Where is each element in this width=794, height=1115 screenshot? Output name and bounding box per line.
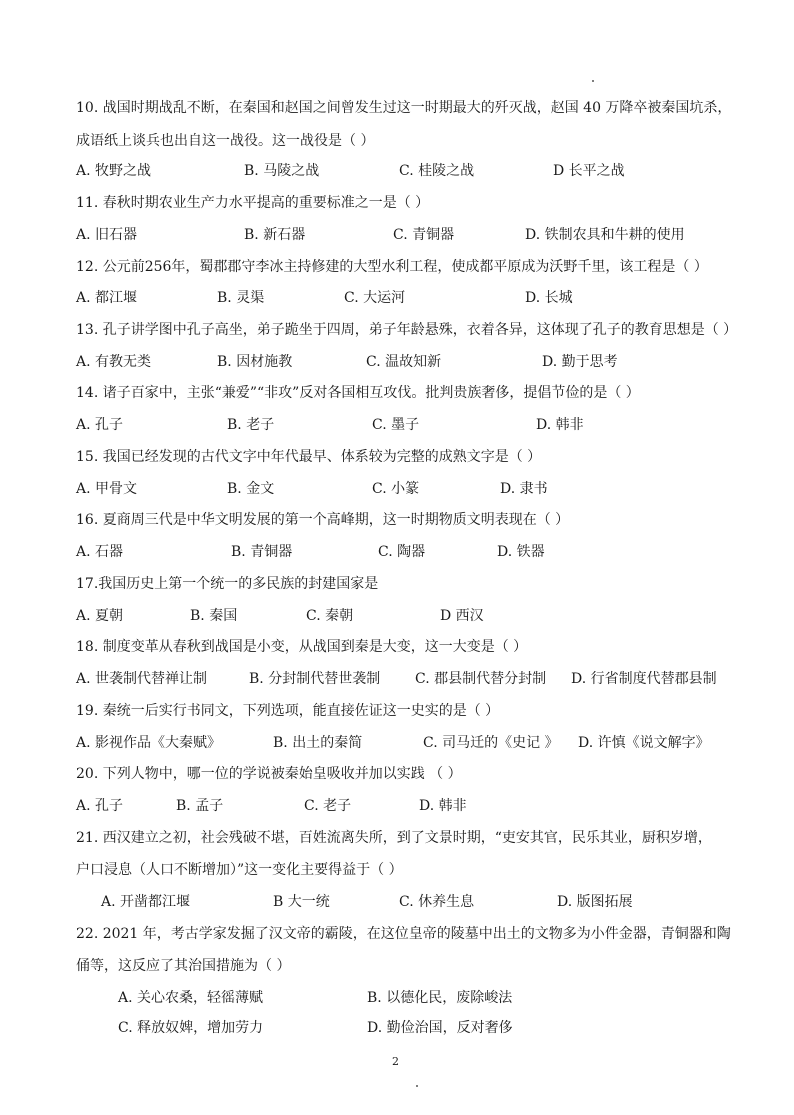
question-20-option-a: A. 孔子 — [76, 798, 124, 814]
question-10-option-c: C. 桂陵之战 — [399, 163, 475, 179]
question-13-option-a: A. 有教无类 — [76, 354, 152, 370]
question-19-option-b: B. 出土的秦简 — [273, 735, 363, 751]
question-21-stem-line-1: 21. 西汉建立之初，社会残破不堪，百姓流离失所，到了文景时期，“吏安其官，民乐其业，厨积岁增， — [76, 830, 712, 846]
question-18-option-c: C. 郡县制代替分封制 — [415, 671, 547, 687]
question-22-option-b: B. 以德化民，废除峻法 — [367, 990, 513, 1006]
question-21-option-b: B 大一统 — [273, 894, 330, 910]
scan-speck — [592, 80, 594, 82]
question-20-option-c: C. 老子 — [304, 798, 352, 814]
question-20-option-b: B. 孟子 — [176, 798, 224, 814]
question-11-stem: 11. 春秋时期农业生产力水平提高的重要标准之一是（ ） — [76, 195, 430, 211]
question-16-option-c: C. 陶器 — [378, 544, 426, 560]
question-19-option-a: A. 影视作品《大秦赋》 — [76, 735, 222, 751]
question-11-option-c: C. 青铜器 — [393, 227, 455, 243]
question-12-option-d: D. 长城 — [525, 290, 573, 306]
question-18-stem: 18. 制度变革从春秋到战国是小变，从战国到秦是大变，这一大变是（ ） — [76, 639, 528, 655]
question-11-option-b: B. 新石器 — [244, 227, 306, 243]
question-10-stem-line-1: 10. 战国时期战乱不断，在秦国和赵国之间曾发生过这一时期最大的歼灭战，赵国 40 万降卒被秦国坑杀， — [76, 100, 732, 116]
question-13-stem: 13. 孔子讲学图中孔子高坐，弟子跪坐于四周，弟子年龄悬殊，衣着各异，这体现了孔子的教育思想是（ ） — [76, 322, 738, 338]
question-13-option-c: C. 温故知新 — [366, 354, 442, 370]
question-22-stem-line-2: 俑等，这反应了其治国措施为（ ） — [76, 958, 291, 974]
question-21-option-c: C. 休养生息 — [399, 894, 475, 910]
question-15-option-b: B. 金文 — [227, 481, 275, 497]
question-17-stem: 17.我国历史上第一个统一的多民族的封建国家是 — [76, 576, 379, 592]
question-16-option-a: A. 石器 — [76, 544, 124, 560]
question-22-option-d: D. 勤俭治国，反对奢侈 — [367, 1020, 513, 1036]
question-20-option-d: D. 韩非 — [419, 798, 467, 814]
question-18-option-b: B. 分封制代替世袭制 — [249, 671, 381, 687]
question-15-option-c: C. 小篆 — [372, 481, 420, 497]
question-10-option-d: D 长平之战 — [553, 163, 625, 179]
question-11-option-a: A. 旧石器 — [76, 227, 138, 243]
question-15-stem: 15. 我国已经发现的古代文字中年代最早、体系较为完整的成熟文字是（ ） — [76, 449, 542, 465]
question-16-option-d: D. 铁器 — [497, 544, 545, 560]
question-16-stem: 16. 夏商周三代是中华文明发展的第一个高峰期，这一时期物质文明表现在（ ） — [76, 512, 570, 528]
question-10-option-b: B. 马陵之战 — [244, 163, 320, 179]
question-12-option-a: A. 都江堰 — [76, 290, 138, 306]
question-14-stem: 14. 诸子百家中，主张“兼爱”“非攻”反对各国相互攻伐。批判贵族奢侈，提倡节俭的是（ ） — [76, 385, 640, 401]
question-17-option-a: A. 夏朝 — [76, 608, 124, 624]
question-14-option-d: D. 韩非 — [536, 417, 584, 433]
question-19-stem: 19. 秦统一后实行书同文，下列选项，能直接佐证这一史实的是（ ） — [76, 703, 500, 719]
question-17-option-d: D 西汉 — [440, 608, 484, 624]
question-14-option-b: B. 老子 — [227, 417, 275, 433]
question-19-option-d: D. 许慎《说文解字》 — [578, 735, 710, 751]
question-21-option-a: A. 开凿都江堰 — [101, 894, 191, 910]
page-number: 2 — [392, 1055, 399, 1068]
question-15-option-a: A. 甲骨文 — [76, 481, 138, 497]
question-10-option-a: A. 牧野之战 — [76, 163, 152, 179]
question-13-option-d: D. 勤于思考 — [542, 354, 618, 370]
question-19-option-c: C. 司马迁的《史记 》 — [423, 735, 559, 751]
question-12-option-c: C. 大运河 — [344, 290, 406, 306]
question-18-option-d: D. 行省制度代替郡县制 — [571, 671, 717, 687]
question-12-option-b: B. 灵渠 — [217, 290, 265, 306]
question-21-stem-line-2: 户口浸息（人口不断增加）”这一变化主要得益于（ ） — [76, 862, 403, 878]
question-18-option-a: A. 世袭制代替禅让制 — [76, 671, 208, 687]
question-10-stem-line-2: 成语纸上谈兵也出自这一战役。这一战役是（ ） — [76, 133, 375, 149]
question-22-option-a: A. 关心农桑，轻徭薄赋 — [118, 990, 264, 1006]
question-17-option-b: B. 秦国 — [190, 608, 238, 624]
question-22-option-c: C. 释放奴婢，增加劳力 — [118, 1020, 264, 1036]
question-14-option-c: C. 墨子 — [372, 417, 420, 433]
question-20-stem: 20. 下列人物中，哪一位的学说被秦始皇吸收并加以实践 （ ） — [76, 766, 462, 782]
question-22-stem-line-1: 22. 2021 年，考古学家发掘了汉文帝的霸陵，在这位皇帝的陵墓中出土的文物多为小件金器，青铜器和陶 — [76, 926, 731, 942]
question-21-option-d: D. 版图拓展 — [557, 894, 633, 910]
question-13-option-b: B. 因材施教 — [217, 354, 293, 370]
scan-speck — [416, 1085, 418, 1087]
question-12-stem: 12. 公元前256年，蜀郡郡守李冰主持修建的大型水利工程，使成都平原成为沃野千里，该工程是（ ） — [76, 259, 708, 275]
question-16-option-b: B. 青铜器 — [231, 544, 293, 560]
question-15-option-d: D. 隶书 — [500, 481, 548, 497]
question-14-option-a: A. 孔子 — [76, 417, 124, 433]
question-17-option-c: C. 秦朝 — [306, 608, 354, 624]
question-11-option-d: D. 铁制农具和牛耕的使用 — [525, 227, 685, 243]
